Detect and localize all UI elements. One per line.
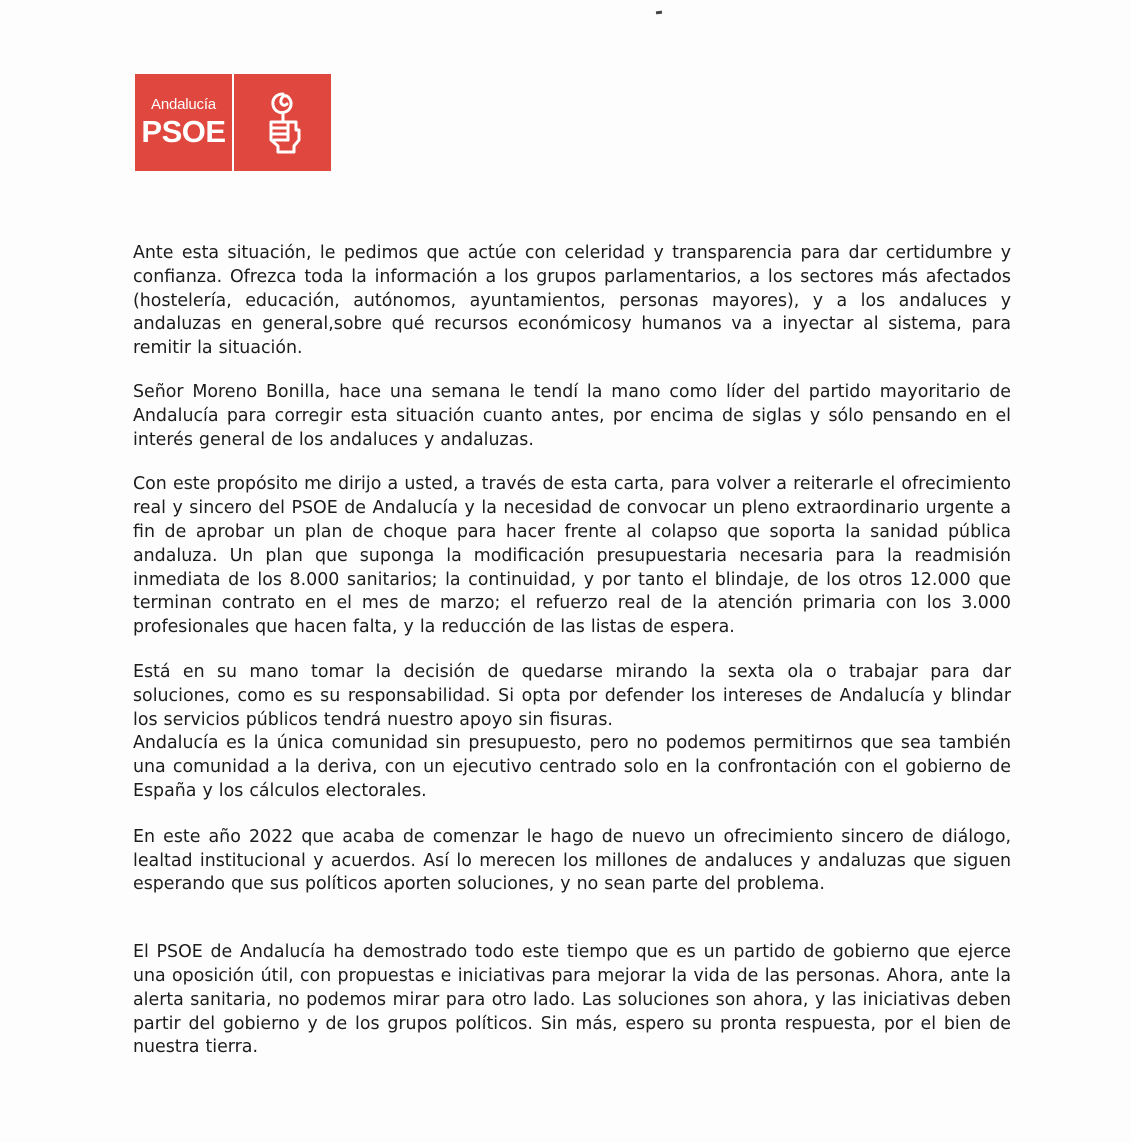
paragraph-2: Señor Moreno Bonilla, hace una semana le tendí la mano como líder del partido mayoritario de Andalucía para corregir esta situación cuanto antes, por encima de siglas y sólo pensando en el interés general de los andaluces y andaluzas. [133,381,1011,450]
fist-and-rose-icon [258,90,308,156]
paragraph-6: En este año 2022 que acaba de comenzar le hago de nuevo un ofrecimiento sincero de diálogo, lealtad institucional y acuerdos. Así lo merecen los millones de andaluces y andaluzas que siguen esperando que sus políticos aporten soluciones, y no sean parte del problema. [133,826,1011,895]
psoe-andalucia-logo [135,74,331,171]
scan-speck [656,11,662,15]
paragraph-3: Con este propósito me dirijo a usted, a través de esta carta, para volver a reiterarle el ofrecimiento real y sincero del PSOE de Andalucía y la necesidad de convocar un pleno extraordinario urgente a fin de aprobar un plan de choque para hacer frente al colapso que soporta la sanidad pública andaluza. Un plan que suponga la modificación presupuestaria necesaria para la readmisión inmediata de los 8.000 sanitarios; la continuidad, y por tanto el blindaje, de los otros 12.000 que terminan contrato en el mes de marzo; el refuerzo real de la atención primaria con los 3.000 profesionales que hacen falta, y la reducción de las listas de espera. [133,474,1011,638]
paragraph-7: El PSOE de Andalucía ha demostrado todo este tiempo que es un partido de gobierno que ejerce una oposición útil, con propuestas e iniciativas para mejorar la vida de las personas. Ahora, ante la alerta sanitaria, no podemos mirar para otro lado. Las soluciones son ahora, y las iniciativas deben partir del gobierno y de los grupos políticos. Sin más, espero su pronta respuesta, por el bien de nuestra tierra. [133,942,1011,1058]
logo-emblem-block [234,74,331,171]
logo-party-text: PSOE [141,114,226,149]
logo-region-text: Andalucía [151,96,216,113]
paragraph-4: Está en su mano tomar la decisión de quedarse mirando la sexta ola o trabajar para dar soluciones, como es su responsabilidad. Si opta por defender los intereses de Andalucía y blindar los servicios públicos tendrá nuestro apoyo sin fisuras. [133,661,1011,730]
paragraph-1: Ante esta situación, le pedimos que actúe con celeridad y transparencia para dar certidumbre y confianza. Ofrezca toda la información a los grupos parlamentarios, a los sectores más afectados (hostelería, educación, autónomos, ayuntamientos, personas mayores), y a los andaluces y andaluzas en general,sobre qué recursos económicosy humanos va a inyectar al sistema, para remitir la situación. [133,243,1011,359]
logo-text-block [135,74,232,171]
letter-body [133,242,1011,1060]
paragraph-5: Andalucía es la única comunidad sin presupuesto, pero no podemos permitirnos que sea también una comunidad a la deriva, con un ejecutivo centrado solo en la confrontación con el gobierno de España y los cálculos electorales. [133,733,1011,801]
